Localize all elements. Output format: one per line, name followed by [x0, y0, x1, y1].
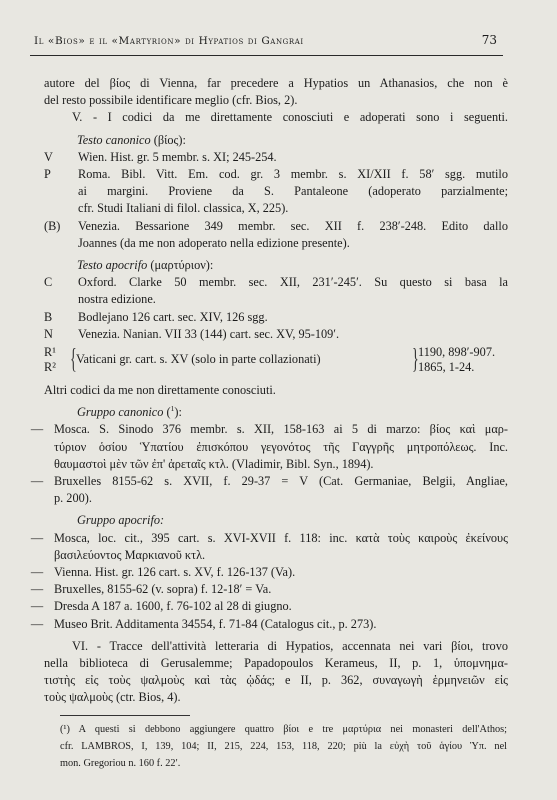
right-brace: } — [412, 343, 419, 375]
section-heading-testo-apocrifo: Testo apocrifo (μαρτύριον): — [77, 257, 214, 272]
manuscript-entry — [44, 326, 508, 343]
text-line: βασιλεύοντος Μαρκιανοῦ κτλ. — [54, 547, 206, 562]
em-dash: — — [30, 616, 44, 631]
manuscript-entry — [44, 274, 508, 308]
text-line: Mosca, loc. cit., 395 cart. s. XVI-XVII f. 118: inc. κατὰ τοὺς καιροὺς ἐκείνους — [54, 530, 508, 545]
text-line: cfr. Studi Italiani di filol. classica, X, 225). — [78, 201, 289, 216]
em-dash: — — [30, 422, 44, 437]
text-line: V. - I codici da me direttamente conosciuti e adoperati sono i seguenti. — [72, 110, 508, 125]
siglum: (B) — [44, 218, 61, 233]
list-item — [30, 530, 508, 564]
vatican-manuscripts-entry — [44, 343, 508, 377]
folio-reference: 1190, 898ʹ-907. — [418, 344, 496, 359]
text-line: Altri codici da me non direttamente conosciuti. — [44, 382, 276, 397]
siglum: P — [44, 166, 51, 181]
text-line: VI. - Tracce dell'attività letteraria di Hypatios, accennata nei vari βίοι, trovo — [72, 638, 508, 653]
text-line: Bodlejano 126 cart. sec. XIV, 126 sgg. — [78, 309, 268, 324]
siglum: C — [44, 275, 53, 290]
text-line: Venezia. Nanian. VII 33 (144) cart. sec. XV, 95-109ʹ. — [78, 326, 340, 341]
footnote-line: cfr. LAMBROS, I, 139, 104; II, 215, 224, 153, 118, 220; più la εὐχὴ τοῦ ἁγίου Ὑπ. nel — [60, 741, 507, 753]
running-header — [34, 33, 497, 47]
text-line: Oxford. Clarke 50 membr. sec. XII, 231ʹ-245ʹ. Su questo si basa la — [78, 275, 508, 290]
folio-reference: 1865, 1-24. — [418, 359, 475, 374]
list-item — [30, 616, 508, 633]
text-line: Museo Brit. Additamenta 34554, f. 71-84 (Catalogus cit., p. 273). — [54, 616, 377, 631]
left-brace: { — [70, 343, 77, 375]
text-line: del resto possibile identificare meglio (cfr. Bios, 2). — [44, 93, 298, 108]
siglum: R¹ — [44, 344, 56, 359]
text-line: Vienna. Hist. gr. 126 cart. s. XV, f. 126-137 (Va). — [54, 564, 296, 579]
text-line: nostra edizione. — [78, 292, 156, 307]
text-line: Wien. Hist. gr. 5 membr. s. XI; 245-254. — [78, 149, 277, 164]
text-line: p. 200). — [54, 491, 92, 506]
text-line: θαυμαστοὶ μὲν τῶν ἐπ' ἀρεταῖς κτλ. (Vladimir, Bibl. Syn., 1894). — [54, 456, 374, 471]
list-item — [30, 581, 508, 598]
text-line: τιστὴς εἰς τοὺς ψαλμοὺς καὶ τὰς ᾠδάς; e II, p. 362, συναγωγὴ ἑρμηνειῶν εἰς — [44, 673, 508, 688]
list-item — [30, 421, 508, 473]
page-body — [30, 75, 508, 707]
siglum: N — [44, 326, 53, 341]
siglum: R² — [44, 359, 56, 374]
em-dash: — — [30, 564, 44, 579]
text-line: Bruxelles 8155-62 s. XVII, f. 29-37 = V (Cat. Germaniae, Belgii, Angliae, — [54, 473, 508, 488]
em-dash: — — [30, 582, 44, 597]
text-line: Vaticani gr. cart. s. XV (solo in parte collazionati) — [76, 352, 321, 367]
text-line: Roma. Bibl. Vitt. Em. cod. gr. 3 membr. s. XI/XII f. 58ʹ sgg. mutilo — [78, 166, 508, 181]
text-line: Joannes (da me non adoperato nella edizione presente). — [78, 235, 350, 250]
footnote — [60, 722, 507, 771]
manuscript-entry — [44, 309, 508, 326]
list-item — [30, 564, 508, 581]
footnote-marker: 1 — [170, 404, 175, 414]
manuscript-entry — [44, 166, 508, 218]
text-line: Dresda A 187 a. 1600, f. 76-102 al 28 di giugno. — [54, 599, 292, 614]
siglum: B — [44, 309, 53, 324]
list-item — [30, 473, 508, 507]
manuscript-entry — [44, 218, 508, 252]
text-line: autore del βίος di Vienna, far precedere a Hypatios un Athanasios, che non è — [44, 76, 508, 90]
text-line: τοὺς ψαλμοὺς (ctr. Bios, 4). — [44, 690, 181, 705]
text-line: Bruxelles, 8155-62 (v. sopra) f. 12-18ʹ = Va. — [54, 582, 272, 597]
header-rule — [30, 55, 503, 56]
list-item — [30, 598, 508, 615]
text-line: Mosca. S. Sinodo 376 membr. s. XII, 158-163 ai 5 di marzo: βίος καὶ μαρ- — [54, 422, 508, 437]
text-line: nella biblioteca di Gerusalemme; Papadopoulos Kerameus, II, p. 1, ὑπομνημα- — [44, 655, 508, 670]
em-dash: — — [30, 530, 44, 545]
text-line: Venezia. Bessarione 349 membr. sec. XII f. 238ʹ-248. Edito dallo — [78, 218, 508, 233]
manuscript-entry — [44, 149, 508, 166]
siglum: V — [44, 149, 53, 164]
em-dash: — — [30, 473, 44, 488]
section-heading-testo-canonico: Testo canonico (βίος): — [77, 132, 186, 147]
text-line: τύριον ὁσίου Ὑπατίου ἐπισκόπου γεγονότος τῆς Γαγγρῆς μητροπόλεως. Inc. — [54, 439, 508, 454]
footnote-line: mon. Gregoriou n. 160 f. 22ʹ. — [60, 758, 181, 770]
section-heading-gruppo-apocrifo: Gruppo apocrifo: — [77, 513, 165, 528]
footnote-rule — [60, 715, 190, 716]
em-dash: — — [30, 599, 44, 614]
text-line: ai margini. Proviene da S. Pantaleone (adoperato parzialmente; — [78, 184, 508, 199]
running-title: Il «Bios» e il «Martyrion» di Hypatios di Gangrai — [34, 35, 304, 47]
page-number: 73 — [481, 33, 497, 47]
footnote-line: (¹) A questi si debbono aggiungere quattro βίοι e tre μαρτύρια nei monasteri dell'Athos; — [60, 724, 507, 735]
section-heading-gruppo-canonico: Gruppo canonico ($^1$): — [77, 404, 182, 420]
